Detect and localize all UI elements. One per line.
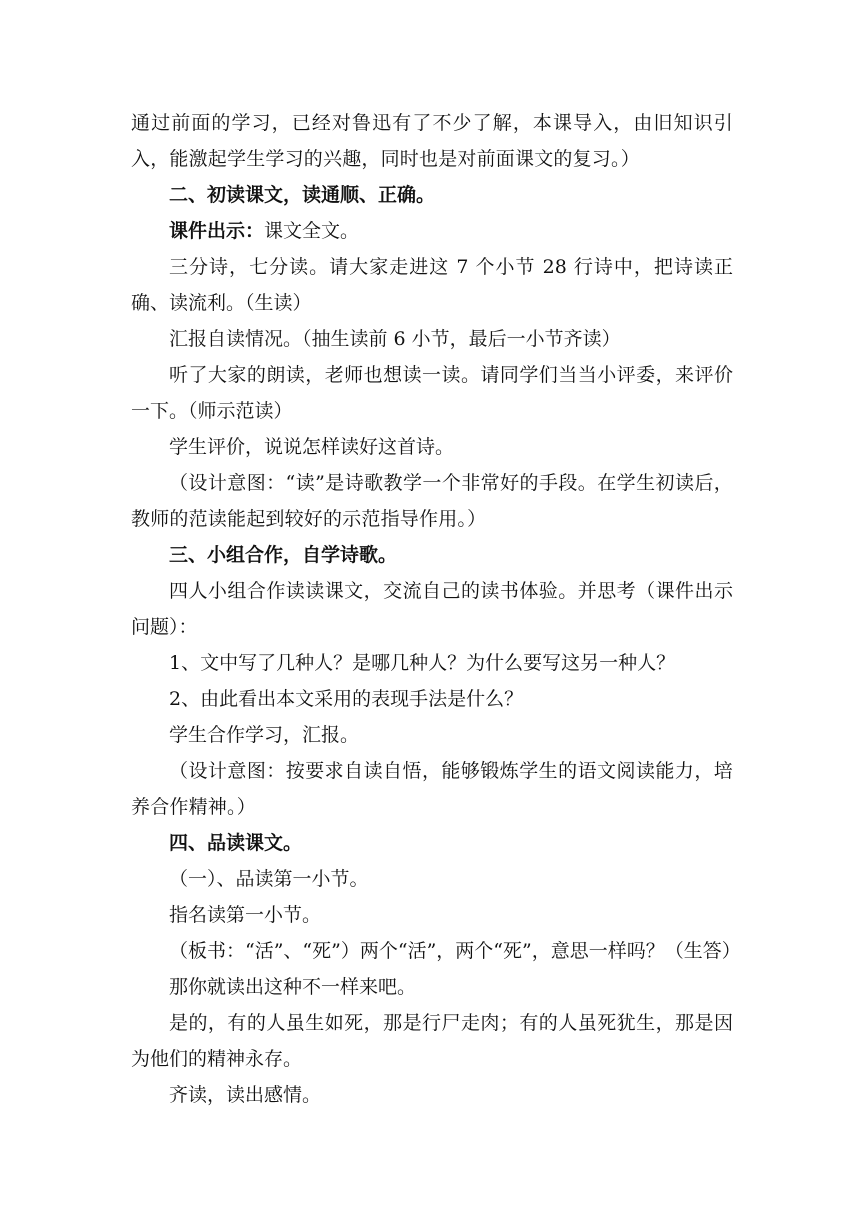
courseware-paragraph <box>131 213 733 249</box>
body-paragraph: 是的，有的人虽生如死，那是行尸走肉；有的人虽死犹生，那是因为他们的精神永存。 <box>131 1012 733 1070</box>
body-paragraph: 三分诗，七分读。请大家走进这 7 个小节 28 行诗中，把诗读正确、读流利。（生读） <box>131 256 733 314</box>
section-heading-3: 三、小组合作，自学诗歌。 <box>169 544 398 566</box>
body-paragraph: （板书：“活”、“死”）两个“活”，两个“死”，意思一样吗？（生答） <box>169 940 741 962</box>
body-paragraph: 四人小组合作读读课文，交流自己的读书体验。并思考（课件出示问题）： <box>131 580 733 638</box>
courseware-text: 课文全文。 <box>264 220 360 242</box>
body-paragraph: 齐读，读出感情。 <box>169 1084 322 1106</box>
body-paragraph: 学生评价，说说怎样读好这首诗。 <box>169 436 455 458</box>
body-paragraph: 那你就读出这种不一样来吧。 <box>169 976 417 998</box>
design-note-paragraph: 通过前面的学习，已经对鲁迅有了不少了解，本课导入，由旧知识引入，能激起学生学习的兴趣，同时也是对前面课文的复习。） <box>131 112 733 170</box>
section-heading-4: 四、品读课文。 <box>169 832 303 854</box>
document-page <box>131 105 741 1113</box>
section-heading-2: 二、初读课文，读通顺、正确。 <box>169 184 436 206</box>
question-item-1: 1、文中写了几种人？是哪几种人？为什么要写这另一种人？ <box>169 652 676 674</box>
subsection-heading: （一）、品读第一小节。 <box>169 868 369 890</box>
body-paragraph: 指名读第一小节。 <box>169 904 322 926</box>
design-note-paragraph: （设计意图：按要求自读自悟，能够锻炼学生的语文阅读能力，培养合作精神。） <box>131 760 733 818</box>
body-paragraph: 学生合作学习，汇报。 <box>169 724 360 746</box>
courseware-label: 课件出示： <box>169 220 265 242</box>
question-item-2: 2、由此看出本文采用的表现手法是什么？ <box>169 688 524 710</box>
body-paragraph: 听了大家的朗读，老师也想读一读。请同学们当当小评委，来评价一下。（师示范读） <box>131 364 733 422</box>
design-note-paragraph: （设计意图：“读”是诗歌教学一个非常好的手段。在学生初读后，教师的范读能起到较好的示范指导作用。） <box>131 472 733 530</box>
body-paragraph: 汇报自读情况。（抽生读前 6 小节，最后一小节齐读） <box>169 328 621 350</box>
